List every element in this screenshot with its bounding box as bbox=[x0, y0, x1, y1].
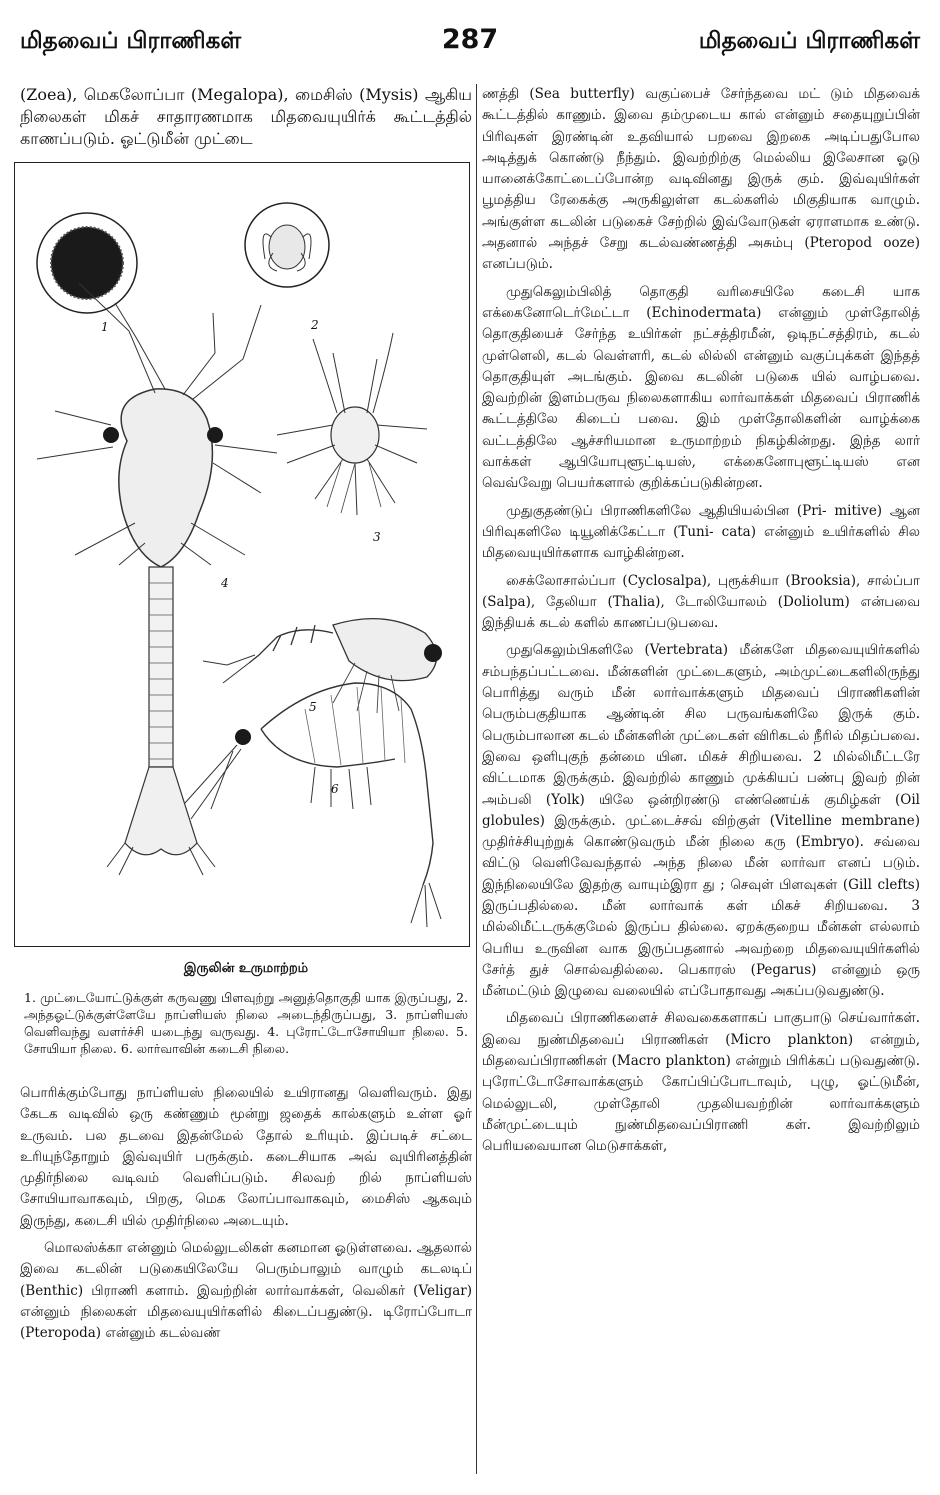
figure-label-4: 4 bbox=[221, 576, 229, 590]
figure-label-5: 5 bbox=[309, 700, 317, 714]
page-number: 287 bbox=[441, 24, 499, 55]
right-paragraph-4: சைக்லோசால்ப்பா (Cyclosalpa), புரூக்சியா (Brooksia), சால்ப்பா (Salpa), தேலியா (Thalia), டோலியோலம் (Doliolum) என்பவை இந்தியக் கடல் களில் காணப்படுபவை. bbox=[482, 572, 920, 632]
zoea-drawing bbox=[203, 619, 442, 713]
right-paragraph-2: முதுகெலும்பிலித் தொகுதி வரிசையிலே கடைசி யாக எக்கைனோடெர்மேட்டா (Echinodermata) என்னும் முள்தோலித் தொகுதியைச் சேர்ந்த உயிர்கள் நட்சத்திரமீன், ஒடிநட்சத்திரம், கடல் முள்ளெலி, கடல் வெள்ளரி, கடல் லில்லி என்னும் வகுப்புக்கள் இந்தத் தொகுதியுள் அடங்கும். இவை கடலின் படுகை யில் வாழ்பவை. இவற்றின் இளம்பருவ நிலைகளாகிய லார்வாக்கள் மிதவைப் பிராணிக் கூட்டத்திலே கிடைப் பவை. இம் முள்தோலிகளின் வாழ்க்கை வட்டத்திலே ஆச்சரியமான உருமாற்றம் நிகழ்கின்றது. இந்த லார் வாக்கள் ஆபியோபுளூட்டியஸ், எக்கைனோபுளூட்டியஸ் என வெவ்வேறு பெயர்களால் குறிக்கப்படுகின்றன. bbox=[482, 283, 920, 492]
egg-stage-drawing bbox=[37, 213, 137, 313]
left-column bbox=[20, 84, 472, 1474]
figure-label-3: 3 bbox=[373, 530, 381, 544]
right-paragraph-5: முதுகெலும்பிகளிலே (Vertebrata) மீன்களே மிதவையுயிர்களில் சம்பந்தப்பட்டவை. மீன்களின் முட்டைகளும், அம்முட்டைகளிலிருந்து பொரித்து வரும் மீன் லார்வாக்களும் மிதவைப் பிராணிகளின் பெரும்பகுதியாக ஆண்டின் சில பருவங்களிலே இருக் கும். பெரும்பாலான கடல் மீன்களின் முட்டைகள் விரிகடல் நீரில் மிதப்பவை. இவை ஒளிபுகுந் தன்மை யின. மிகச் சிறியவை. 2 மில்லிமீட்டரே விட்டமாக இருக்கும். இவற்றில் காணும் முக்கியப் பண்பு இவற் றின் அம்பலி (Yolk) யிலே ஒன்றிரண்டு எண்ணெய்க் குமிழ்கள் (Oil globules) இருக்கும். முட்டைச்சவ் விற்குள் (Vitelline membrane) முதிர்ச்சியுற்றுக் கொண்டுவரும் மீன் நிலை கரு (Embryo). சவ்வை விட்டு வெளிவேவந்தால் அந்த நிலை மீன் லார்வா எனப் படும். இந்நிலையிலே இதற்கு வாயும்இரா து ; செவுள் பிளவுகள் (Gill clefts) இருப்பதில்லை. மீன் லார்வாக் கள் மிகச் சிறியவை. 3 மில்லிமீட்டருக்குமேல் இருப்ப தில்லை. ஏறக்குறைய மீன்கள் எல்லாம் பெரிய உருவின வாக இருப்பதனால் அவற்றை மிதவையுயிர்களில் சேர்த் துச் சொல்வதில்லை. பெகாரஸ் (Pegarus) என்னும் ஒரு மீன்மட்டும் இழுவை வலையில் எப்போதாவது அகப்படுவதுண்டு. bbox=[482, 642, 920, 1000]
column-divider bbox=[476, 84, 477, 1474]
left-paragraph-1: பொரிக்கும்போது நாப்ளியஸ் நிலையில் உயிரானது வெளிவரும். இது கேடக வடிவில் ஒரு கண்ணும் மூன்று ஜதைக் கால்களும் உள்ள ஓர் உருவம். பல தடவை இதன்மேல் தோல் உரியும். இப்படிச் சட்டை உரியுந்தோறும் இவ்வுயிர் பருக்கும். கடைசியாக அவ் வுயிரினத்தின் முதிர்நிலை வடிவம் வெளிப்படும். சிலவற் றில் நாப்ளியஸ் சோயியாவாகவும், பிறகு, மெக லோப்பாவாகவும், மைசிஸ் ஆகவும் இருந்து, கடைசி யில் முதிர்நிலை அடையும். bbox=[20, 1085, 472, 1229]
figure-caption: 1. முட்டையோட்டுக்குள் கருவணு பிளவுற்று அனுத்தொகுதி யாக இருப்பது, 2. அந்தஓட்டுக்குள்ளேயே நாப்ளியஸ் நிலை அடைந்திருப்பது, 3. நாப்ளியஸ் வெளிவந்து வளர்ச்சி யடைந்து வருவது. 4. புரோட்டோசோயியா நிலை. 5. சோயியா நிலை. 6. லார்வாவின் கடைசி நிலை. bbox=[24, 990, 468, 1056]
metamorphosis-figure bbox=[14, 162, 470, 947]
final-larva-drawing bbox=[185, 683, 441, 927]
running-head-left: மிதவைப் பிராணிகள் bbox=[20, 28, 242, 54]
right-paragraph-3: முதுகுதண்டுப் பிராணிகளிலே ஆதியியல்பின (Pri- mitive) ஆன பிரிவுகளிலே டியூனிக்கேட்டா (Tuni- cata) என்னும் உயிர்களில் சில மிதவையுயிர்களாக வாழ்கின்றன. bbox=[482, 502, 920, 562]
figure-label-1: 1 bbox=[101, 320, 109, 334]
figure-label-2: 2 bbox=[311, 318, 319, 332]
page-header bbox=[20, 24, 920, 64]
left-paragraph-2: மொலஸ்க்கா என்னும் மெல்லுடலிகள் கனமான ஓடுள்ளவை. ஆதலால் இவை கடலின் படுகையிலேயே பெரும்பாலும் வாழும் கடலடிப் (Benthic) பிராணி களாம். இவற்றின் லார்வாக்கள், வெலிகர் (Veligar) என்னும் நிலைகள் மிதவையுயிர்களில் கிடைப்பதுண்டு. டிரோப்போடா (Pteropoda) என்னும் கடல்வண் bbox=[20, 1240, 472, 1342]
right-paragraph-6: மிதவைப் பிராணிகளைச் சிலவகைகளாகப் பாகுபாடு செய்வார்கள். இவை நுண்மிதவைப் பிராணிகள் (Micro plankton) என்றும், மிதவைப்பிராணிகள் (Macro plankton) என்றும் பிரிக்கப் படுவதுண்டு. புரோட்டோசோவாக்களும் கோப்பிப்போடாவும், புழு, ஓட்டுமீன், மெல்லுடலி, முள்தோலி முதலியவற்றின் லார்வாக்களும் மீன்முட்டையும் நுண்மிதவைப்பிராணி கள். இவற்றிலும் பெரியவையான மெடுசாக்கள், bbox=[482, 1010, 920, 1155]
right-paragraph-1: ணத்தி (Sea butterfly) வகுப்பைச் சேர்ந்தவை மட் டும் மிதவைக் கூட்டத்தில் காணும். இவை தம்முடைய கால் என்னும் சதையுறுப்பின் பிரிவுகள் இரண்டின் உதவியால் பறவை இறகை அடிப்பதுபோல அடித்துக் கொண்டு நீந்தும். இவற்றிற்கு மெல்லிய இலேசான ஓடு யானைக்கோட்டைப்போன்ற வடிவினது இருக் கும். இவ்வுயிர்கள் பூமத்திய ரேகைக்கு அருகிலுள்ள கடல்களில் மிகுதியாக வாழும். அங்குள்ள கடலின் படுகைச் சேற்றில் இவ்வோடுகள் ஏராளமாக உண்டு. அதனால் அந்தச் சேறு கடல்வண்ணத்தி அசும்பு (Pteropod ooze) எனப்படும். bbox=[482, 86, 920, 273]
figure-illustration bbox=[15, 163, 468, 946]
right-column bbox=[482, 84, 920, 1474]
figure-title: இருலின் உருமாற்றம் bbox=[183, 961, 309, 976]
lead-paragraph: (Zoea), மெகலோப்பா (Megalopa), மைசிஸ் (Mysis) ஆகிய நிலைகள் மிகச் சாதாரணமாக மிதவையுயிர்க் கூட்டத்தில் காணப்படும். ஓட்டுமீன் முட்டை bbox=[20, 85, 472, 148]
protozoea-drawing bbox=[37, 283, 277, 875]
running-head-right: மிதவைப் பிராணிகள் bbox=[698, 28, 920, 54]
developing-nauplius-drawing bbox=[277, 333, 427, 515]
nauplius-in-shell-drawing bbox=[245, 203, 329, 287]
figure-label-6: 6 bbox=[331, 782, 339, 796]
